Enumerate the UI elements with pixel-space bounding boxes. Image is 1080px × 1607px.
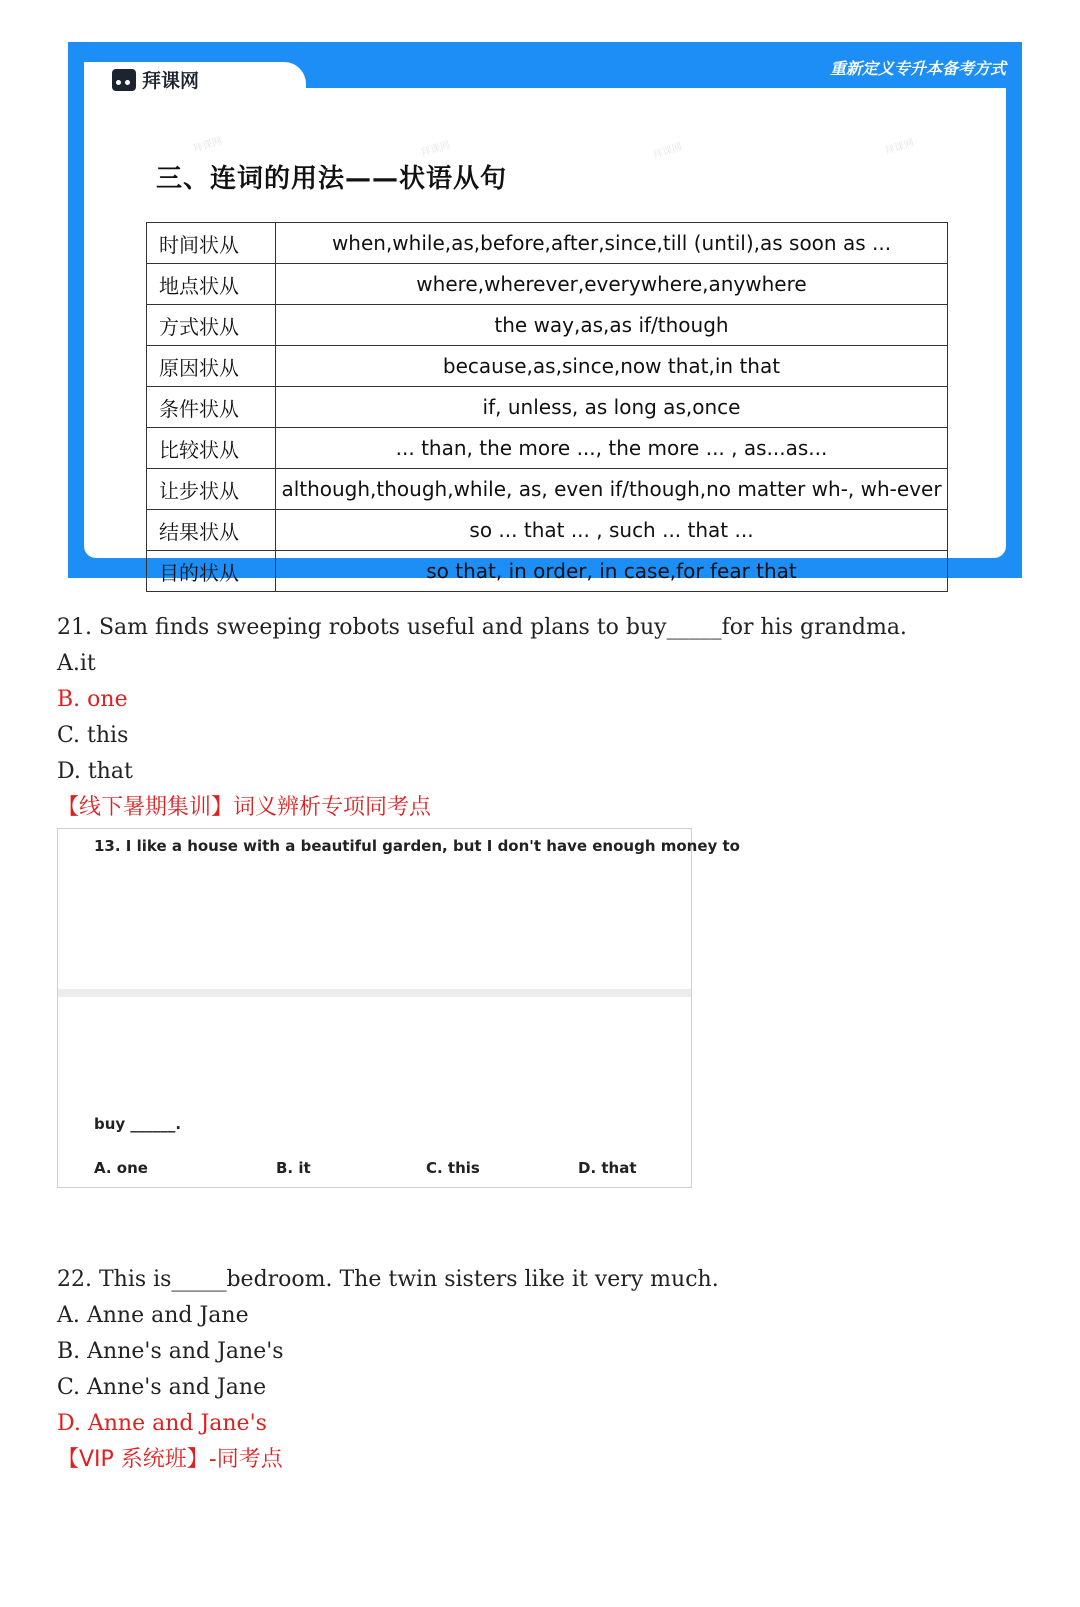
clause-type: 目的状从 (147, 551, 276, 592)
watermark: 拜课网 (191, 135, 224, 156)
slide-title: 三、连词的用法——状语从句 (156, 164, 508, 194)
table-row (147, 305, 948, 346)
brand (112, 66, 199, 93)
clause-conjunctions: if, unless, as long as,once (276, 387, 948, 428)
watermark: 拜课网 (883, 137, 916, 158)
option-a: A. Anne and Jane (57, 1303, 249, 1328)
table-row (147, 223, 948, 264)
worksheet-option-b: B. it (276, 1159, 311, 1177)
adverbial-clause-table (146, 222, 948, 592)
source-tag: 【线下暑期集训】词义辨析专项同考点 (57, 795, 432, 820)
table-row (147, 428, 948, 469)
worksheet-continuation: buy ______. (94, 1115, 182, 1133)
clause-conjunctions: so ... that ... , such ... that ... (276, 510, 948, 551)
worksheet-option-d: D. that (578, 1159, 637, 1177)
option-b: B. Anne's and Jane's (57, 1339, 284, 1364)
divider (58, 989, 691, 997)
clause-conjunctions: where,wherever,everywhere,anywhere (276, 264, 948, 305)
worksheet-option-a: A. one (94, 1159, 148, 1177)
option-c: C. this (57, 723, 129, 748)
clause-type: 让步状从 (147, 469, 276, 510)
worksheet-option-c: C. this (426, 1159, 480, 1177)
slogan: 重新定义专升本备考方式 (829, 59, 1006, 78)
clause-conjunctions: so that, in order, in case,for fear that (276, 551, 948, 592)
worksheet-excerpt (57, 828, 740, 1188)
clause-type: 原因状从 (147, 346, 276, 387)
worksheet-question: 13. I like a house with a beautiful garden, but I don't have enough money to (94, 837, 740, 855)
clause-type: 条件状从 (147, 387, 276, 428)
clause-type: 方式状从 (147, 305, 276, 346)
table-row (147, 387, 948, 428)
table-row (147, 551, 948, 592)
option-a: A.it (57, 651, 96, 676)
watermark: 拜课网 (419, 139, 452, 160)
clause-type: 时间状从 (147, 223, 276, 264)
question-21 (57, 610, 907, 826)
table-row (147, 510, 948, 551)
option-d-answer: D. Anne and Jane's (57, 1411, 267, 1436)
watermark: 拜课网 (651, 141, 684, 162)
clause-conjunctions: the way,as,as if/though (276, 305, 948, 346)
option-c: C. Anne's and Jane (57, 1375, 267, 1400)
table-row (147, 264, 948, 305)
source-tag: 【VIP 系统班】-同考点 (57, 1447, 283, 1472)
table-row (147, 469, 948, 510)
question-stem: 22. This is_____bedroom. The twin sisters like it very much. (57, 1267, 719, 1292)
clause-conjunctions: when,while,as,before,after,since,till (until),as soon as ... (276, 223, 948, 264)
clause-conjunctions: although,though,while, as, even if/though,no matter wh-, wh-ever (276, 469, 948, 510)
clause-type: 结果状从 (147, 510, 276, 551)
question-22 (57, 1262, 719, 1478)
clause-type: 比较状从 (147, 428, 276, 469)
table-row (147, 346, 948, 387)
option-b-answer: B. one (57, 687, 128, 712)
question-stem: 21. Sam finds sweeping robots useful and plans to buy_____for his grandma. (57, 615, 907, 640)
clause-type: 地点状从 (147, 264, 276, 305)
slide-content (84, 88, 1006, 585)
brand-name: 拜课网 (142, 70, 200, 92)
brand-logo-icon (112, 69, 136, 91)
clause-conjunctions: because,as,since,now that,in that (276, 346, 948, 387)
clause-conjunctions: ... than, the more ..., the more ... , as...as... (276, 428, 948, 469)
option-d: D. that (57, 759, 133, 784)
grammar-slide (68, 42, 1022, 585)
